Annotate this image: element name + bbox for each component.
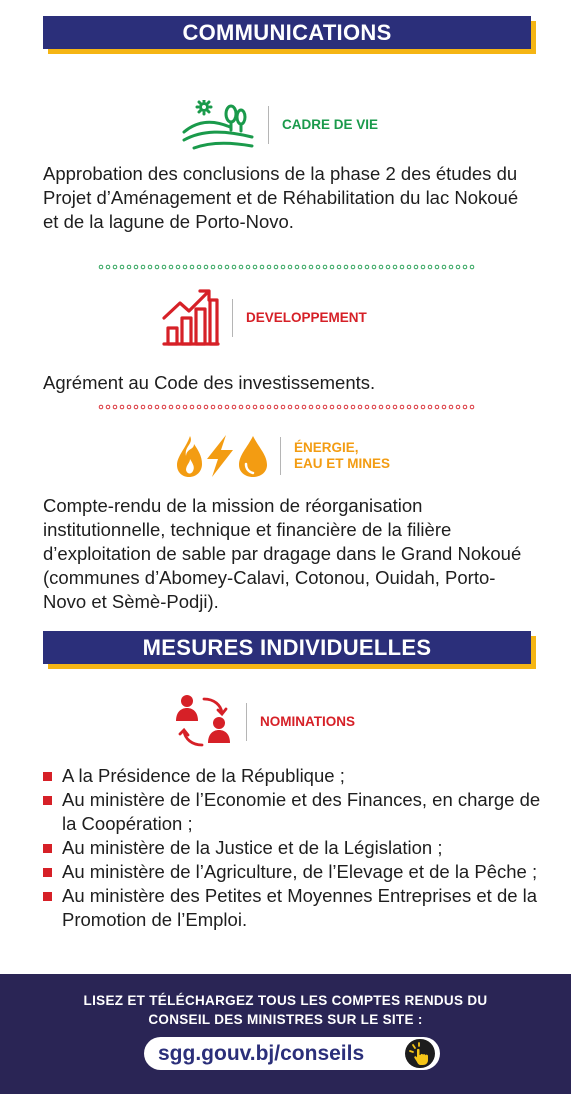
- category-cadre-de-vie: [180, 100, 378, 150]
- people-exchange-icon: [174, 693, 234, 751]
- list-item: [43, 836, 543, 860]
- landscape-icon: [180, 100, 256, 150]
- energie-text: Compte-rendu de la mission de réorganisation institutionnelle, technique et financière de la filière d’exploitation de sable par dragage dans le Grand Nokoué (communes d’Abomey-Calavi, Cotonou, Ouidah, Porto-Novo et Sèmè-Podji).: [43, 495, 522, 612]
- list-item: [43, 884, 543, 932]
- communications-banner: [43, 16, 531, 49]
- energy-water-icon: [176, 434, 268, 478]
- nominations-label: NOMINATIONS: [260, 714, 355, 729]
- category-divider: [232, 299, 233, 337]
- list-item: [43, 788, 543, 836]
- nomination-text: Au ministère des Petites et Moyennes Entreprises et de la Promotion de l’Emploi.: [62, 885, 538, 930]
- developpement-text: Agrément au Code des investissements.: [43, 372, 376, 393]
- category-divider: [280, 437, 281, 475]
- nomination-text: Au ministère de l’Economie et des Finances, en charge de la Coopération ;: [62, 789, 541, 834]
- energie-label-line2: EAU ET MINES: [294, 456, 391, 471]
- click-hand-icon: [405, 1039, 435, 1068]
- dotted-divider: [98, 264, 476, 270]
- footer-line2: CONSEIL DES MINISTRES SUR LE SITE :: [148, 1012, 423, 1027]
- bullet-square: [43, 868, 52, 877]
- cadre-de-vie-text: Approbation des conclusions de la phase 2 des études du Projet d’Aménagement et de Réhabilitation du lac Nokoué et de la lagune de Porto-Novo.: [43, 163, 519, 232]
- category-divider: [268, 106, 269, 144]
- growth-chart-icon: [162, 288, 220, 348]
- communications-title: COMMUNICATIONS: [182, 20, 392, 45]
- bullet-square: [43, 772, 52, 781]
- cadre-de-vie-label: CADRE DE VIE: [282, 117, 379, 132]
- bullet-square: [43, 796, 52, 805]
- nominations-list: [43, 764, 543, 932]
- category-developpement: [162, 288, 367, 348]
- category-energie: [176, 434, 390, 478]
- list-item: [43, 764, 543, 788]
- url-text: sgg.gouv.bj/conseils: [158, 1042, 365, 1065]
- dotted-divider: [98, 404, 476, 410]
- mesures-title: MESURES INDIVIDUELLES: [142, 635, 432, 660]
- footer-text: [0, 991, 571, 1029]
- bullet-square: [43, 892, 52, 901]
- developpement-label: DEVELOPPEMENT: [246, 310, 367, 325]
- footer: [0, 974, 571, 1094]
- category-nominations: [174, 693, 355, 751]
- energie-label: [294, 440, 390, 472]
- category-divider: [246, 703, 247, 741]
- energie-label-line1: ÉNERGIE,: [294, 440, 359, 455]
- nomination-text: Au ministère de la Justice et de la Législation ;: [62, 837, 443, 858]
- nomination-text: A la Présidence de la République ;: [62, 765, 345, 786]
- url-link[interactable]: [144, 1037, 440, 1070]
- bullet-square: [43, 844, 52, 853]
- list-item: [43, 860, 543, 884]
- footer-line1: LISEZ ET TÉLÉCHARGEZ TOUS LES COMPTES RENDUS DU: [83, 993, 488, 1008]
- nomination-text: Au ministère de l’Agriculture, de l’Elevage et de la Pêche ;: [62, 861, 538, 882]
- mesures-banner: [43, 631, 531, 664]
